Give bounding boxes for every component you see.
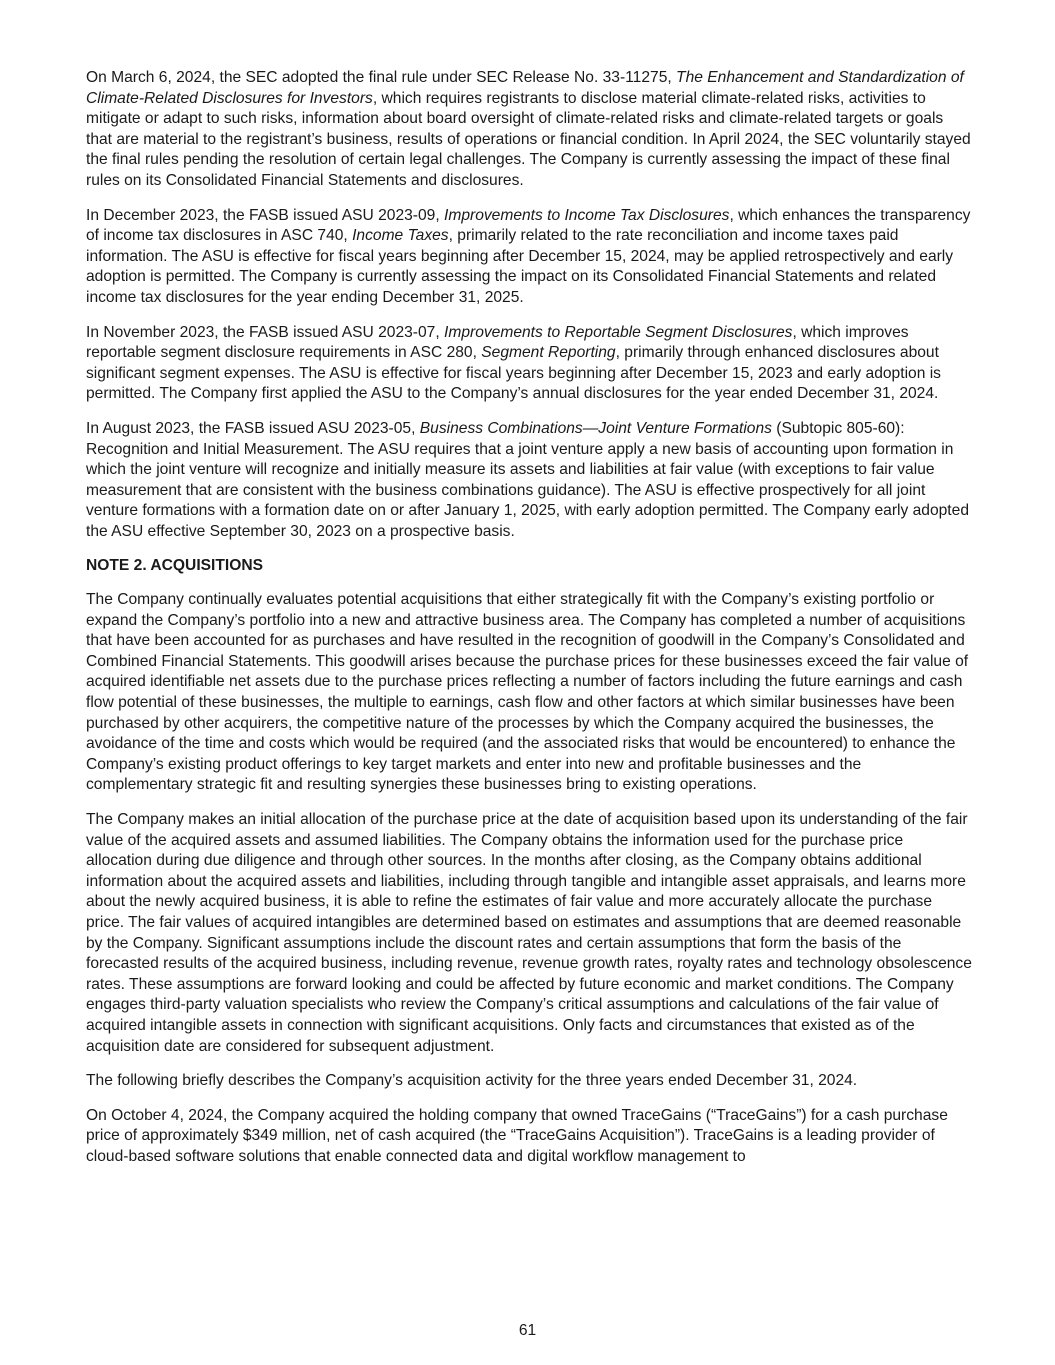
paragraph-purchase-price-allocation: The Company makes an initial allocation of the purchase price at the date of acquisition based upon its understanding of the fair value of the acquired assets and assumed liabilities. The Company obtains the information used for the purchase price allocation during due diligence and through other sources. In the months after closing, as the Company obtains additional information about the acquired assets and liabilities, including through tangible and intangible asset appraisals, and learns more about the newly acquired business, it is able to refine the estimates of fair value and more accurately allocate the purchase price. The fair values of acquired intangibles are determined based on estimates and assumptions that are deemed reasonable by the Company. Significant assumptions include the discount rates and certain assumptions that form the basis of the forecasted results of the acquired business, including revenue, revenue growth rates, royalty rates and technology obsolescence rates. These assumptions are forward looking and could be affected by future economic and market conditions. The Company engages third-party valuation specialists who review the Company’s critical assumptions and calculations of the fair value of acquired intangible assets in connection with significant acquisitions. Only facts and circumstances that existed as of the acquisition date are considered for subsequent adjustment. <box>86 811 972 1055</box>
italic-title-income-taxes: Income Taxes <box>352 227 449 245</box>
italic-title-joint-venture-formations: Business Combinations—Joint Venture Formations <box>419 419 772 437</box>
italic-title-income-tax-disclosures: Improvements to Income Tax Disclosures <box>444 206 730 224</box>
italic-title-segment-reporting: Segment Reporting <box>481 344 616 362</box>
section-heading-acquisitions: NOTE 2. ACQUISITIONS <box>86 557 264 575</box>
paragraph-sec-climate-rule: On March 6, 2024, the SEC adopted the final rule under SEC Release No. 33-11275, The Enhancement and Standardization of Climate-Related Disclosures for Investors, which requires registrants to disclose material climate-related risks, activities to mitigate or adapt to such risks, information about board oversight of climate-related risks and climate-related targets or goals that are material to the registrant’s business, results of operations or financial condition. In April 2024, the SEC voluntarily stayed the final rules pending the resolution of certain legal challenges. The Company is currently assessing the impact of these final rules on its Consolidated Financial Statements and disclosures. <box>86 69 971 189</box>
italic-title-climate-disclosures: The Enhancement and Standardization of Climate-Related Disclosures for Investors <box>86 69 964 107</box>
paragraph-asu-2023-07: In November 2023, the FASB issued ASU 2023-07, Improvements to Reportable Segment Disclosures, which improves reportable segment disclosure requirements in ASC 280, Segment Reporting, primarily through enhanced disclosures about significant segment expenses. The ASU is effective for fiscal years beginning after December 15, 2023 and early adoption is permitted. The Company first applied the ASU to the Company’s annual disclosures for the year ended December 31, 2024. <box>86 323 941 403</box>
document-body <box>86 68 972 1182</box>
paragraph-asu-2023-05: In August 2023, the FASB issued ASU 2023-05, Business Combinations—Joint Venture Formations (Subtopic 805-60): Recognition and Initial Measurement. The ASU requires that a joint venture apply a new basis of accounting upon formation in which the joint venture will recognize and initially measure its assets and liabilities at fair value (with exceptions to fair value measurement that are consistent with the business combinations guidance). The ASU is effective prospectively for all joint venture formations with a formation date on or after January 1, 2025, with early adoption permitted. The Company early adopted the ASU effective September 30, 2023 on a prospective basis. <box>86 419 969 540</box>
paragraph-asu-2023-09: In December 2023, the FASB issued ASU 2023-09, Improvements to Income Tax Disclosures, which enhances the transparency of income tax disclosures in ASC 740, Income Taxes, primarily related to the rate reconciliation and income taxes paid information. The ASU is effective for fiscal years beginning after December 15, 2024, may be applied retrospectively and early adoption is permitted. The Company is currently assessing the impact on its Consolidated Financial Statements and related income tax disclosures for the year ending December 31, 2025. <box>86 206 971 306</box>
paragraph-acquisition-evaluation: The Company continually evaluates potential acquisitions that either strategically fit with the Company’s existing portfolio or expand the Company’s portfolio into a new and attractive business area. The Company has completed a number of acquisitions that have been accounted for as purchases and have resulted in the recognition of goodwill in the Company’s Consolidated and Combined Financial Statements. This goodwill arises because the purchase prices for these businesses exceed the fair value of acquired identifiable net assets due to the purchase prices reflecting a number of factors including the future earnings and cash flow potential of these businesses, the multiple to earnings, cash flow and other factors at which similar businesses have been purchased by other acquirers, the competitive nature of the processes by which the Company acquired the businesses, the avoidance of the time and costs which would be required (and the associated risks that would be encountered) to enhance the Company’s existing product offerings to key target markets and enter into new and profitable businesses and the complementary strategic fit and resulting synergies these businesses bring to existing operations. <box>86 591 969 794</box>
paragraph-tracegains-acquisition: On October 4, 2024, the Company acquired the holding company that owned TraceGains (“TraceGains”) for a cash purchase price of approximately $349 million, net of cash acquired (the “TraceGains Acquisition”). TraceGains is a leading provider of cloud-based software solutions that enable connected data and digital workflow management to <box>86 1106 948 1165</box>
page-number: 61 <box>518 1322 537 1339</box>
italic-title-segment-disclosures: Improvements to Reportable Segment Disclosures <box>444 323 793 341</box>
paragraph-acquisition-activity-intro: The following briefly describes the Company’s acquisition activity for the three years ended December 31, 2024. <box>86 1072 858 1090</box>
